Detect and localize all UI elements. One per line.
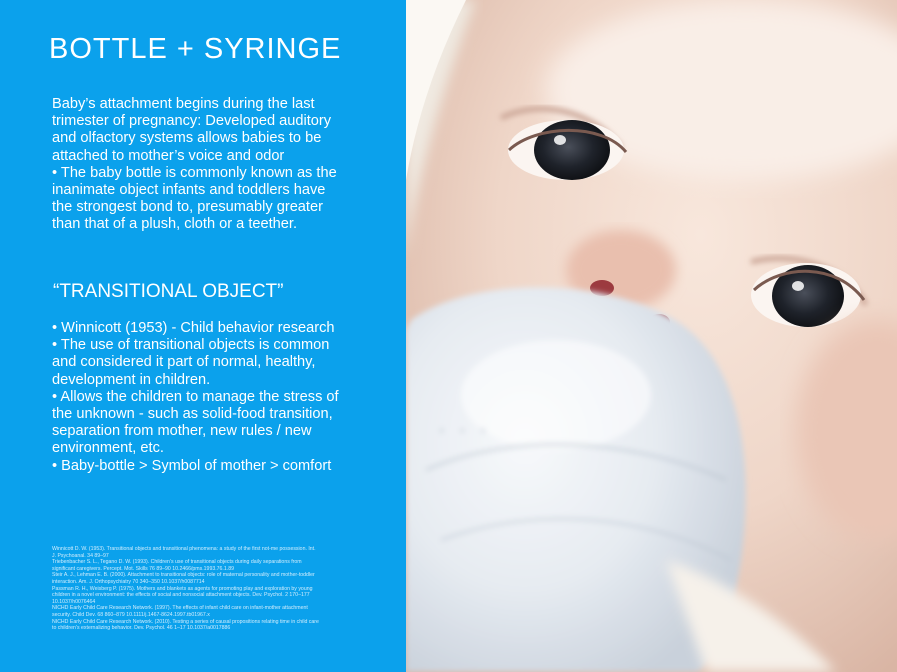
baby-photo bbox=[406, 0, 897, 672]
reference-line: Triebenbacher S. L., Tegano D. W. (1993). Children’s use of transitional objects during daily separations from bbox=[52, 559, 302, 566]
intro-line: • The baby bottle is commonly known as the bbox=[52, 164, 337, 181]
intro-line: the strongest bond to, presumably greater bbox=[52, 199, 323, 216]
intro-line: inanimate object infants and toddlers have bbox=[52, 182, 326, 199]
intro-line: Baby’s attachment begins during the last bbox=[52, 96, 315, 112]
reference-line: Passman R. H., Weisberg P. (1975). Mothers and blankets as agents for promoting play and exploration by young bbox=[52, 585, 313, 592]
intro-line: than that of a plush, cloth or a teether. bbox=[52, 216, 298, 233]
reference-line: J. Psychoanal. 34 89–97 bbox=[52, 552, 109, 559]
reference-line: children in a novel environment: the effects of social and nonsocial attachment objects. Dev. Psychol. 2 170–177 bbox=[52, 592, 310, 599]
baby-bottle-illustration bbox=[406, 0, 897, 672]
reference-line: security. Child Dev. 68 860–879 10.1111/j.1467-8624.1997.tb01967.x bbox=[52, 611, 210, 618]
reference-line: NICHD Early Child Care Research Network. (2010). Testing a series of causal propositions relating time in child care bbox=[52, 618, 319, 625]
slide-title: BOTTLE + SYRINGE bbox=[49, 33, 342, 65]
reference-line: to children’s externalizing behavior. Dev. Psychol. 46 1–17 10.1037/a0017886 bbox=[52, 625, 231, 632]
text-panel bbox=[0, 0, 406, 672]
bullet-line: environment, etc. bbox=[52, 440, 164, 457]
bullet-line: separation from mother, new rules / new bbox=[52, 423, 312, 440]
bullet-line: development in children. bbox=[52, 371, 211, 388]
bullet-line: • Baby-bottle > Symbol of mother > comfort bbox=[52, 457, 332, 474]
intro-line: trimester of pregnancy: Developed auditory bbox=[52, 113, 332, 130]
bullet-line: and considered it part of normal, healthy, bbox=[52, 354, 316, 371]
svg-text:· · ·: · · · bbox=[436, 410, 489, 448]
reference-line: interaction. Am. J. Orthopsychiatry 70 340–350 10.1037/h0087714 bbox=[52, 578, 205, 585]
intro-line: and olfactory systems allows babies to be bbox=[52, 130, 322, 147]
bullet-line: the unknown - such as solid-food transition, bbox=[52, 406, 333, 423]
section-subtitle: “TRANSITIONAL OBJECT” bbox=[53, 281, 284, 302]
bullet-line: • The use of transitional objects is common bbox=[52, 337, 330, 354]
reference-line: 10.1037/h0076464 bbox=[52, 598, 96, 605]
bullet-line: • Winnicott (1953) - Child behavior research bbox=[52, 320, 335, 336]
intro-line: attached to mother’s voice and odor bbox=[52, 147, 285, 164]
reference-line: NICHD Early Child Care Research Network. (1997). The effects of infant child care on infant-mother attachment bbox=[52, 605, 308, 612]
reference-line: Winnicott D. W. (1953). Transitional objects and transitional phenomena: a study of the first not-me possession. Int. bbox=[52, 546, 316, 552]
intro-paragraph bbox=[52, 96, 387, 234]
reference-line: Steir A. J., Lehman E. B. (2000). Attachment to transitional objects: role of maternal personality and mother-toddler bbox=[52, 572, 315, 579]
bullet-list bbox=[52, 320, 387, 475]
bullet-line: • Allows the children to manage the stress of bbox=[52, 388, 339, 405]
references bbox=[52, 546, 392, 632]
reference-line: significant caregivers. Percept. Mot. Skills 76 89–90 10.2466/pms.1993.76.1.89 bbox=[52, 565, 234, 572]
